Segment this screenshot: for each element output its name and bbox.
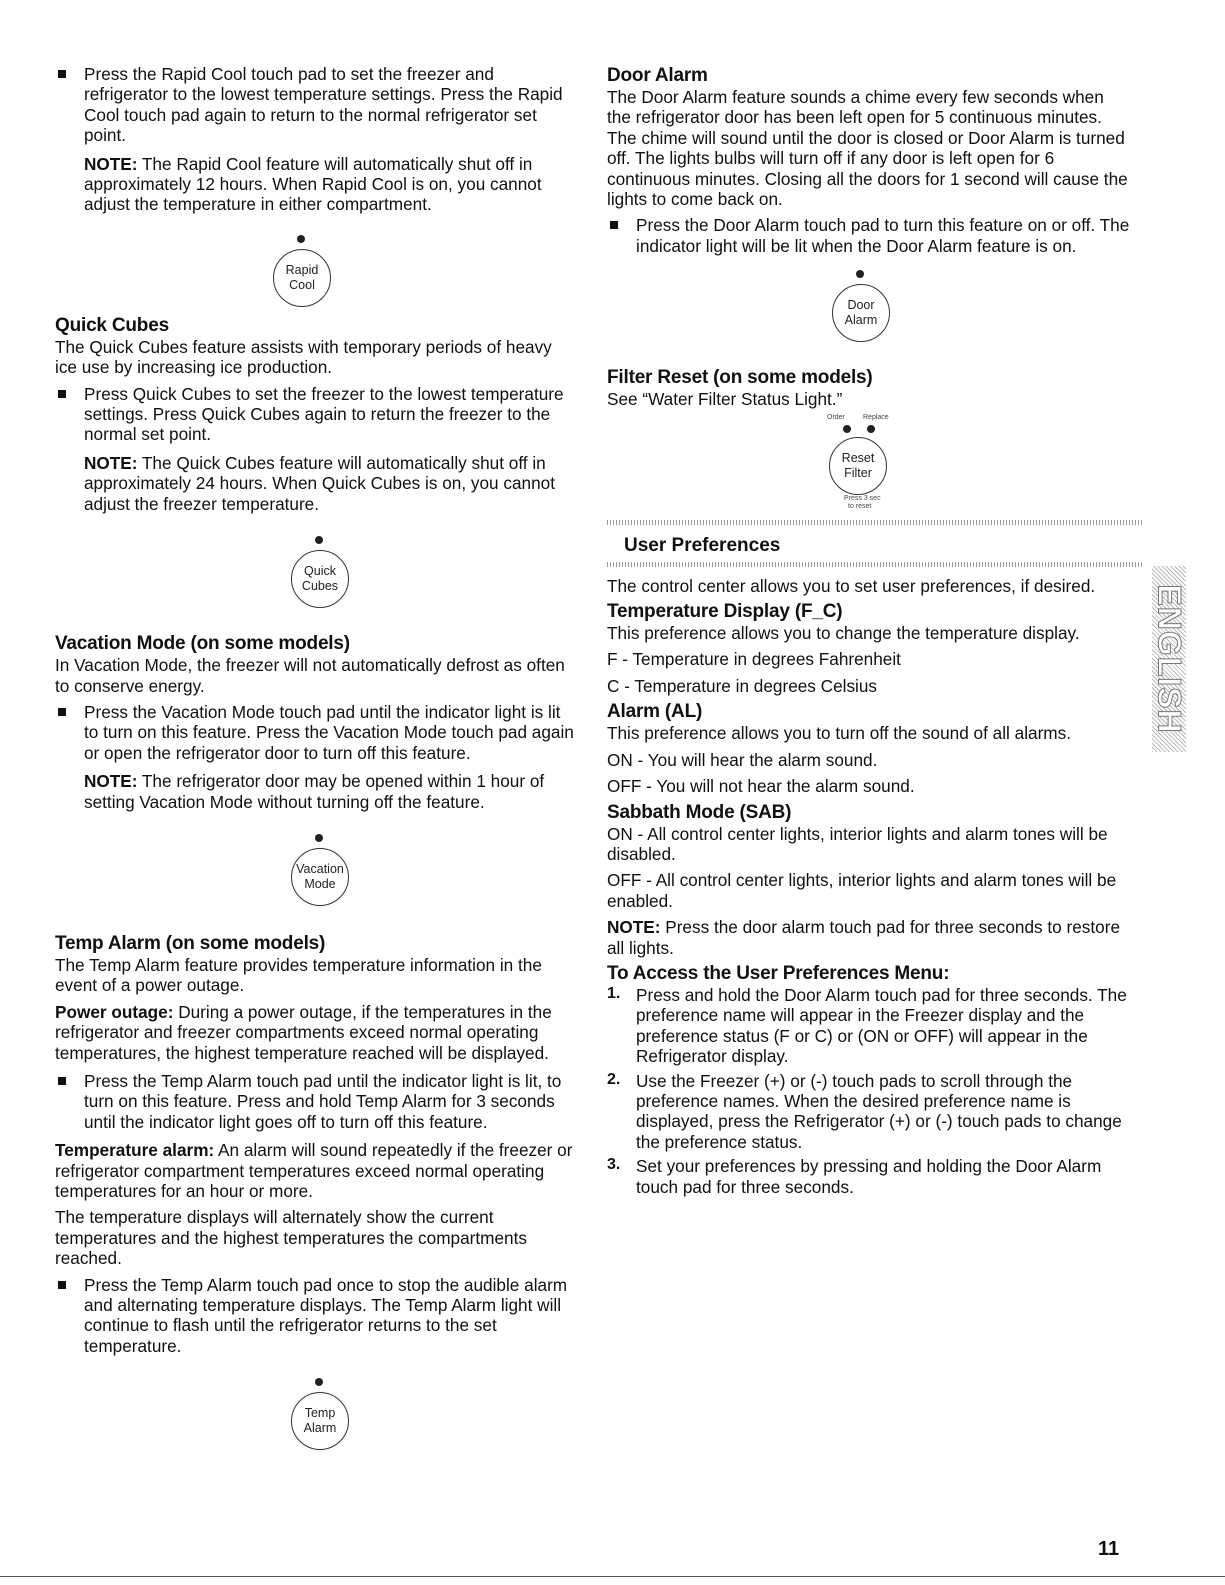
indicator-light-icon <box>315 834 323 842</box>
pad-label: Cool <box>289 277 315 292</box>
side-tab-label: ENGLISH <box>1151 584 1188 734</box>
user-preferences-heading: User Preferences <box>624 534 781 556</box>
order-indicator-icon <box>843 425 851 433</box>
page-number: 11 <box>1098 1538 1120 1560</box>
sabbath-note <box>607 917 1132 958</box>
indicator-light-icon <box>315 536 323 544</box>
list-item <box>607 1156 1132 1197</box>
list-item <box>607 1071 1132 1153</box>
filter-reset-text: See “Water Filter Status Light.” <box>607 389 843 410</box>
rapid-cool-touch-pad[interactable] <box>255 235 345 311</box>
temp-alarm-bullet-1: Press the Temp Alarm touch pad until the indicator light is lit, to turn on this feature. Press and hold Temp Alarm for 3 seconds until the indicator light goes off to turn off this feature. <box>55 1071 575 1132</box>
temp-alarm-heading: Temp Alarm (on some models) <box>55 932 326 954</box>
indicator-light-icon <box>856 270 864 278</box>
pad-label: Temp <box>304 1406 336 1421</box>
temperature-displays-paragraph: The temperature displays will alternately show the current temperatures and the highest temperatures the compartments reached. <box>55 1207 527 1269</box>
door-alarm-touch-pad[interactable] <box>814 270 904 346</box>
pad-label: Vacation <box>296 861 344 876</box>
preferences-intro: The control center allows you to set user preferences, if desired. <box>607 575 1096 596</box>
option-c: C - Temperature in degrees Celsius <box>607 675 878 696</box>
quick-cubes-note <box>55 453 575 514</box>
quick-cubes-heading: Quick Cubes <box>55 314 169 336</box>
indicator-light-icon <box>315 1378 323 1386</box>
door-alarm-heading: Door Alarm <box>607 65 708 86</box>
vacation-mode-bullet: Press the Vacation Mode touch pad until the indicator light is lit to turn on this feature. Press the Vacation Mode touch pad again or open the refrigerator door to turn off this feature. <box>55 702 575 763</box>
step-number: 3. <box>607 1156 621 1174</box>
press-caption: to reset <box>848 502 872 510</box>
temp-alarm-touch-pad[interactable] <box>273 1378 363 1454</box>
alarm-on-option: ON - You will hear the alarm sound. <box>607 749 878 770</box>
step-number: 1. <box>607 984 621 1002</box>
term-text: An alarm will sound repeatedly if the freezer or refrigerator compartment temperatures exceed normal operating temperatures for an hour or more. <box>55 1140 573 1201</box>
alarm-text: This preference allows you to turn off the sound of all alarms. <box>607 723 1071 744</box>
alarm-off-option: OFF - You will not hear the alarm sound. <box>607 776 915 797</box>
filter-reset-touch-pad[interactable] <box>811 414 901 512</box>
pad-ring <box>291 550 349 608</box>
quick-cubes-intro: The Quick Cubes feature assists with temporary periods of heavy ice use by increasing ice production. <box>55 336 552 378</box>
note-label: NOTE: <box>84 452 138 473</box>
note-text: The Quick Cubes feature will automatically shut off in approximately 24 hours. When Quick Cubes is on, you cannot adjust the freezer temperature. <box>84 452 555 514</box>
note-label: NOTE: <box>84 771 138 792</box>
note-text: The refrigerator door may be opened within 1 hour of setting Vacation Mode without turning off the feature. <box>84 771 545 812</box>
note-label: NOTE: <box>84 153 138 174</box>
door-alarm-bullet: Press the Door Alarm touch pad to turn this feature on or off. The indicator light will be lit when the Door Alarm feature is on. <box>607 215 1132 256</box>
pad-ring <box>829 437 887 495</box>
temperature-display-text: This preference allows you to change the temperature display. <box>607 623 1080 644</box>
press-caption: Press 3 sec <box>844 494 881 502</box>
pad-label: Quick <box>304 564 336 579</box>
sabbath-off-option: OFF - All control center lights, interior lights and alarm tones will be enabled. <box>607 870 1117 911</box>
pad-label: Filter <box>844 465 872 480</box>
quick-cubes-bullet: Press Quick Cubes to set the freezer to the lowest temperature settings. Press Quick Cubes again to return the freezer to the normal set point. <box>55 384 575 445</box>
vacation-mode-heading: Vacation Mode (on some models) <box>55 633 350 655</box>
right-column <box>607 64 1132 1197</box>
term-label: Power outage: <box>55 1001 174 1022</box>
term-text: During a power outage, if the temperatures in the refrigerator and freezer compartments exceed normal operating temperatures, the highest temperature reached will be displayed. <box>55 1001 552 1063</box>
list-item <box>607 985 1132 1067</box>
note-label: NOTE: <box>607 917 661 938</box>
pad-label: Cubes <box>301 579 339 594</box>
pad-label: Door <box>847 298 875 313</box>
sabbath-on-option: ON - All control center lights, interior lights and alarm tones will be disabled. <box>607 823 1108 864</box>
rapid-cool-note <box>55 154 575 215</box>
alarm-heading: Alarm (AL) <box>607 701 703 723</box>
pad-ring <box>291 848 349 906</box>
term-label: Temperature alarm: <box>55 1140 215 1161</box>
access-menu-heading: To Access the User Preferences Menu: <box>607 962 950 984</box>
pad-label: Alarm <box>303 1421 337 1436</box>
pad-label: Reset <box>841 450 875 465</box>
pad-ring <box>273 249 331 307</box>
left-column <box>55 64 575 1454</box>
filter-reset-heading: Filter Reset (on some models) <box>607 367 873 389</box>
note-text: Press the door alarm touch pad for three seconds to restore all lights. <box>607 917 1120 958</box>
pad-label: Alarm <box>844 313 878 328</box>
temperature-display-heading: Temperature Display (F_C) <box>607 601 843 623</box>
step-text: Press and hold the Door Alarm touch pad for three seconds. The preference name will appear in the Freezer display and the preference status (F or C) or (ON or OFF) will appear in the Refrigerator display. <box>636 984 1127 1067</box>
option-f: F - Temperature in degrees Fahrenheit <box>607 649 901 670</box>
step-text: Set your preferences by pressing and holding the Door Alarm touch pad for three seconds. <box>636 1156 1102 1197</box>
sabbath-mode-heading: Sabbath Mode (SAB) <box>607 801 792 823</box>
door-alarm-intro: The Door Alarm feature sounds a chime every few seconds when the refrigerator door has been left open for 5 continuous minutes. The chime will sound until the door is closed or Door Alarm is turned off. The lights bulbs will turn off if any door is left open for 6 continuous minutes. Closing all the doors for 1 second will cause the lights to come back on. <box>607 87 1128 210</box>
step-text: Use the Freezer (+) or (-) touch pads to scroll through the preference names. When the desired preference name is displayed, press the Refrigerator (+) or (-) touch pads to change the preference status. <box>636 1070 1122 1152</box>
quick-cubes-touch-pad[interactable] <box>273 536 363 612</box>
note-text: The Rapid Cool feature will automatically shut off in approximately 12 hours. When Rapid Cool is on, you cannot adjust the temperature in either compartment. <box>84 153 542 215</box>
temp-alarm-intro: The Temp Alarm feature provides temperature information in the event of a power outage. <box>55 954 542 996</box>
language-side-tab <box>1152 566 1186 752</box>
vacation-mode-note <box>55 771 575 812</box>
replace-label: Replace <box>863 413 889 421</box>
pad-ring <box>291 1392 349 1450</box>
hatch-rule <box>607 520 1142 525</box>
user-preferences-banner <box>607 520 1132 572</box>
order-label: Order <box>827 413 845 421</box>
step-number: 2. <box>607 1070 621 1088</box>
replace-indicator-icon <box>867 425 875 433</box>
pad-ring <box>832 284 890 342</box>
hatch-rule <box>607 562 1142 567</box>
bottom-rule <box>0 1576 1225 1577</box>
indicator-light-icon <box>297 235 305 243</box>
pad-label: Rapid <box>285 262 319 277</box>
temperature-alarm-paragraph <box>55 1140 575 1201</box>
power-outage-paragraph <box>55 1002 575 1063</box>
vacation-mode-touch-pad[interactable] <box>273 834 363 910</box>
pad-label: Mode <box>304 876 336 891</box>
rapid-cool-bullet: Press the Rapid Cool touch pad to set the freezer and refrigerator to the lowest temperature settings. Press the Rapid Cool touch pad again to return to the normal refrigerator set point. <box>55 64 575 146</box>
temp-alarm-bullet-2: Press the Temp Alarm touch pad once to stop the audible alarm and alternating temperature displays. The Temp Alarm light will continue to flash until the refrigerator returns to the set temperature. <box>55 1275 575 1357</box>
vacation-mode-intro: In Vacation Mode, the freezer will not automatically defrost as often to conserve energy. <box>55 655 565 696</box>
